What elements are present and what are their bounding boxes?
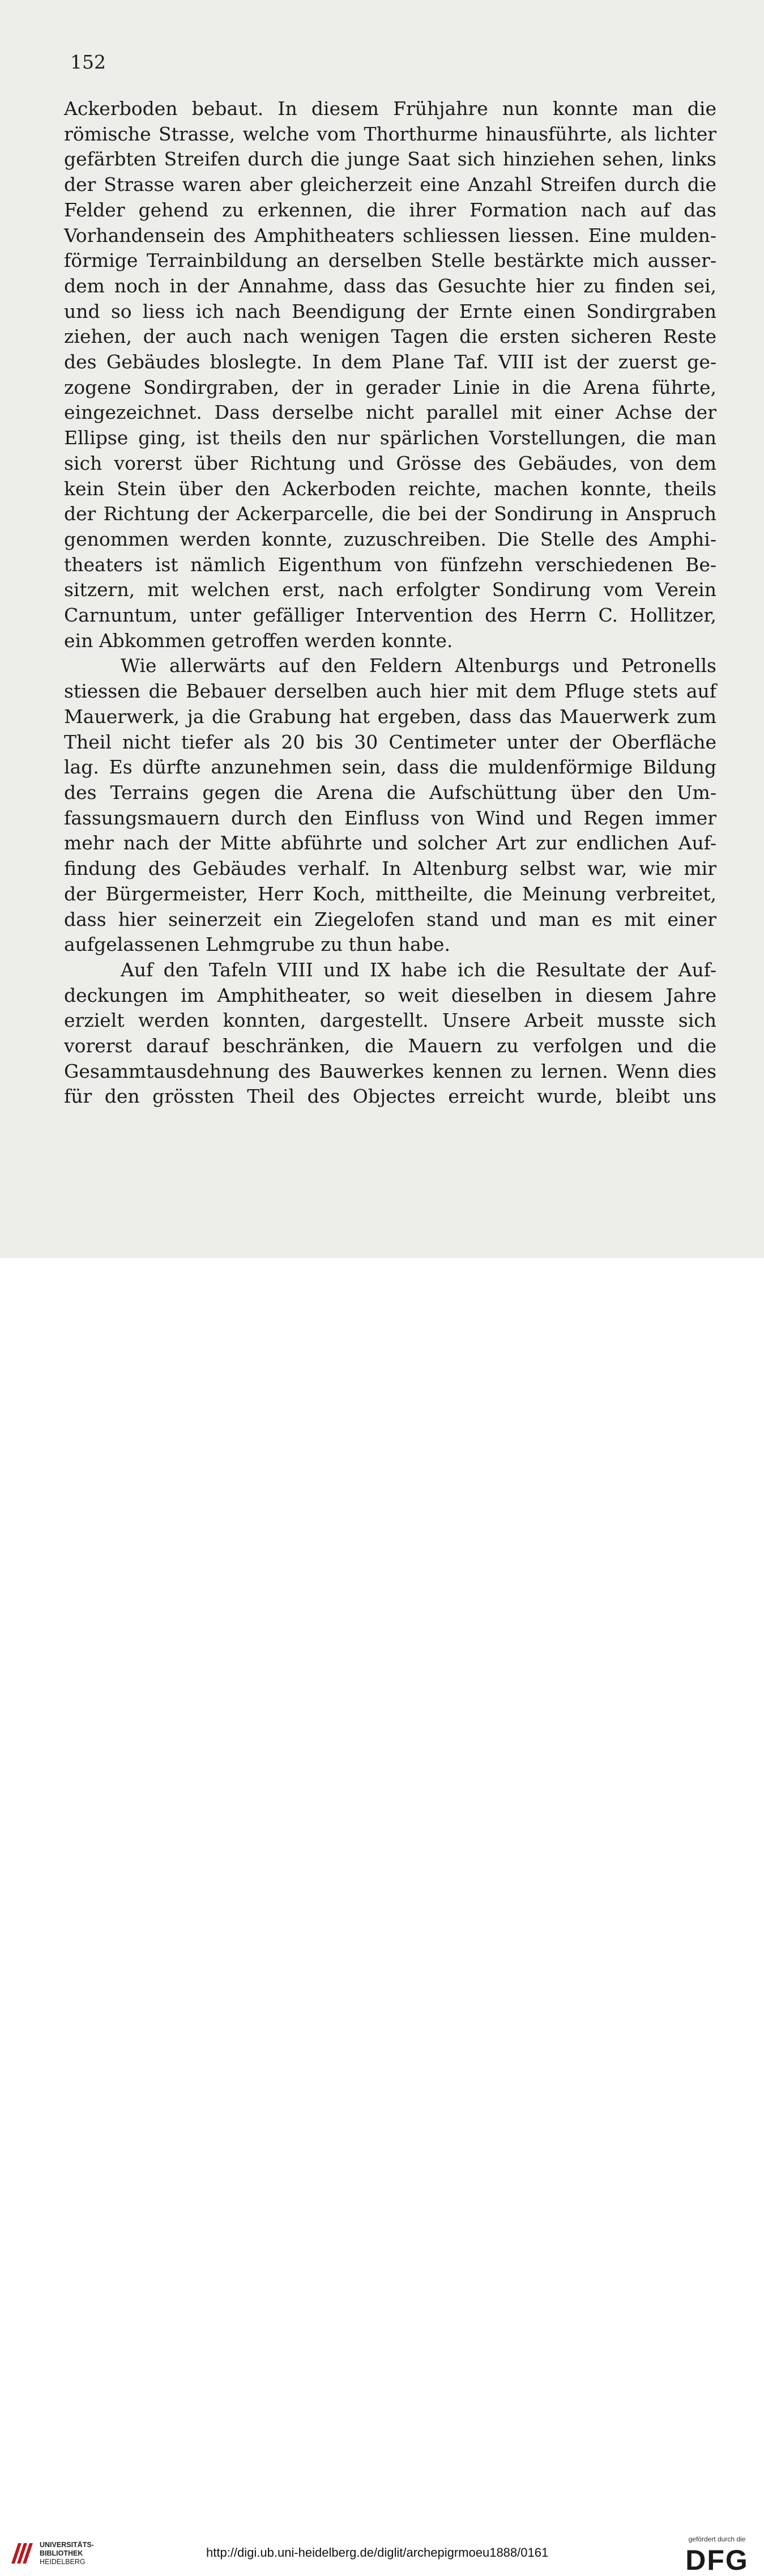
- text-line: und so liess ich nach Beendigung der Ernte einen Sondirgraben: [64, 300, 716, 322]
- text-line: ein Abkommen getroffen werden konnte.: [64, 629, 453, 652]
- text-line: zogene Sondirgraben, der in gerader Linie in die Arena führte,: [64, 376, 716, 398]
- text-line: sich vorerst über Richtung und Grösse des Gebäudes, von dem: [64, 452, 716, 474]
- text-line: stiessen die Bebauer derselben auch hier mit dem Pfluge stets auf: [64, 680, 716, 703]
- permalink-url[interactable]: http://digi.ub.uni-heidelberg.de/diglit/archepigrmoeu1888/0161: [206, 2545, 549, 2560]
- text-line: der Strasse waren aber gleicherzeit eine Anzahl Streifen durch die: [64, 173, 716, 196]
- text-line: der Bürgermeister, Herr Koch, mittheilte, die Meinung verbreitet,: [64, 882, 716, 905]
- text-line: ziehen, der auch nach wenigen Tagen die ersten sicheren Reste: [64, 325, 716, 348]
- sponsor-block[interactable]: [677, 2535, 757, 2575]
- library-logo-text: [40, 2541, 94, 2566]
- text-line: Mauerwerk, ja die Grabung hat ergeben, dass das Mauerwerk zum: [64, 705, 716, 728]
- text-line: fassungsmauern durch den Einfluss von Wind und Regen immer: [64, 806, 716, 829]
- text-line: Vorhandensein des Amphitheaters schliessen liessen. Eine mulden-: [64, 224, 716, 246]
- text-line: sitzern, mit welchen erst, nach erfolgter Sondirung vom Verein: [64, 579, 716, 601]
- text-line: gefärbten Streifen durch die junge Saat sich hinziehen sehen, links: [64, 148, 716, 171]
- library-name-line1: UNIVERSITÄTS-: [40, 2540, 94, 2549]
- text-line: Auf den Tafeln VIII und IX habe ich die Resultate der Auf-: [121, 958, 716, 981]
- scanned-page: [0, 0, 764, 1258]
- text-line: vorerst darauf beschränken, die Mauern zu verfolgen und die: [64, 1035, 716, 1057]
- body-text: [64, 96, 716, 1110]
- text-line: aufgelassenen Lehmgrube zu thun habe.: [64, 933, 450, 956]
- text-line: deckungen im Amphitheater, so weit dieselben in diesem Jahre: [64, 984, 716, 1006]
- text-line: findung des Gebäudes verhalf. In Altenburg selbst war, wie mir: [64, 857, 716, 880]
- text-line: genommen werden konnte, zuzuschreiben. Die Stelle des Amphi-: [64, 528, 716, 550]
- library-logo-icon: [8, 2540, 35, 2567]
- text-line: Ackerboden bebaut. In diesem Frühjahre nun konnte man die: [64, 97, 716, 120]
- text-line: erzielt werden konnten, dargestellt. Unsere Arbeit musste sich: [64, 1009, 716, 1032]
- text-line: Gesammtausdehnung des Bauwerkes kennen zu lernen. Wenn dies: [64, 1060, 716, 1082]
- viewer-footer: [0, 1258, 764, 2576]
- text-line: mehr nach der Mitte abführte und solcher Art zur endlichen Auf-: [64, 832, 716, 855]
- sponsor-caption: gefördert durch die: [688, 2535, 746, 2543]
- text-line: dem noch in der Annahme, dass das Gesuchte hier zu finden sei,: [64, 274, 716, 297]
- dfg-logo: DFG: [685, 2544, 749, 2576]
- text-line: Wie allerwärts auf den Feldern Altenburgs und Petronells: [121, 654, 716, 677]
- library-name-line3: HEIDELBERG: [40, 2557, 86, 2566]
- text-line: Felder gehend zu erkennen, die ihrer Formation nach auf das: [64, 198, 716, 221]
- text-line: des Gebäudes bloslegte. In dem Plane Taf. VIII ist der zuerst ge-: [64, 351, 716, 373]
- text-line: römische Strasse, welche vom Thorthurme hinausführte, als lichter: [64, 122, 716, 145]
- text-line: Ellipse ging, ist theils den nur spärlichen Vorstellungen, die man: [64, 427, 716, 449]
- text-line: Theil nicht tiefer als 20 bis 30 Centimeter unter der Oberfläche: [64, 730, 716, 753]
- text-line: für den grössten Theil des Objectes erreicht wurde, bleibt uns: [64, 1085, 716, 1108]
- library-logo[interactable]: [8, 2540, 94, 2567]
- text-line: lag. Es dürfte anzunehmen sein, dass die muldenförmige Bildung: [64, 756, 716, 779]
- text-line: der Richtung der Ackerparcelle, die bei der Sondirung in Anspruch: [64, 503, 716, 525]
- page-number: 152: [70, 51, 106, 73]
- text-line: kein Stein über den Ackerboden reichte, machen konnte, theils: [64, 477, 716, 500]
- text-line: des Terrains gegen die Arena die Aufschüttung über den Um-: [64, 781, 716, 804]
- text-line: förmige Terrainbildung an derselben Stelle bestärkte mich ausser-: [64, 249, 716, 272]
- text-line: eingezeichnet. Dass derselbe nicht parallel mit einer Achse der: [64, 401, 716, 424]
- library-name-line2: BIBLIOTHEK: [40, 2549, 83, 2557]
- text-line: dass hier seinerzeit ein Ziegelofen stand und man es mit einer: [64, 908, 716, 930]
- text-line: theaters ist nämlich Eigenthum von fünfzehn verschiedenen Be-: [64, 553, 716, 576]
- text-line: Carnuntum, unter gefälliger Intervention des Herrn C. Hollitzer,: [64, 604, 716, 627]
